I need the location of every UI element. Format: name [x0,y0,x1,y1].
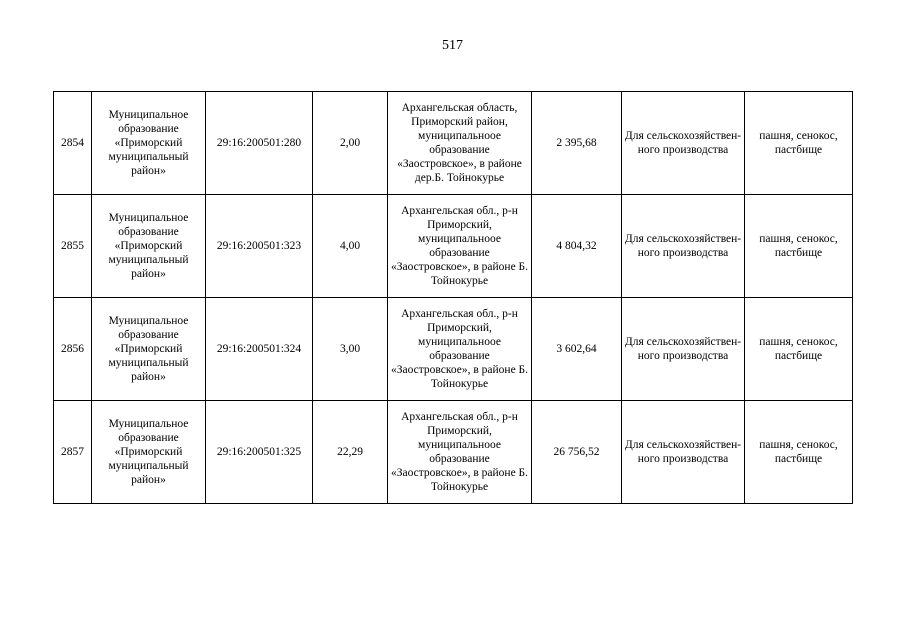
table-row [54,92,853,195]
location-cell: Архангельская обл., р-н Приморский, муниципальноое образование «Заостровское», в районе Б. Тойнокурье [388,195,532,298]
cadastral-cost-cell: 2 395,68 [532,92,622,195]
cadastral-cost-cell: 3 602,64 [532,298,622,401]
area-cell: 3,00 [313,298,388,401]
location-cell: Архангельская обл., р-н Приморский, муниципальноое образование «Заостровское», в районе Б. Тойнокурье [388,298,532,401]
land-category-cell: Для сельскохозяйствен-ного производства [622,298,745,401]
cadastral-number-cell: 29:16:200501:325 [206,401,313,504]
page-number: 517 [442,38,463,53]
location-cell: Архангельская область, Приморский район, муниципальноое образование «Заостровское», в районе дер.Б. Тойнокурье [388,92,532,195]
area-cell: 22,29 [313,401,388,504]
cadastral-number-cell: 29:16:200501:280 [206,92,313,195]
area-cell: 2,00 [313,92,388,195]
owner-cell: Муниципальное образование «Приморский муниципальный район» [92,195,206,298]
row-number-cell: 2856 [54,298,92,401]
row-number-cell: 2855 [54,195,92,298]
land-category-cell: Для сельскохозяйствен-ного производства [622,92,745,195]
land-category-cell: Для сельскохозяйствен-ного производства [622,195,745,298]
location-cell: Архангельская обл., р-н Приморский, муниципальноое образование «Заостровское», в районе Б. Тойнокурье [388,401,532,504]
owner-cell: Муниципальное образование «Приморский муниципальный район» [92,92,206,195]
permitted-use-cell: пашня, сенокос, пастбище [745,298,853,401]
area-cell: 4,00 [313,195,388,298]
land-category-cell: Для сельскохозяйствен-ного производства [622,401,745,504]
owner-cell: Муниципальное образование «Приморский муниципальный район» [92,298,206,401]
row-number-cell: 2854 [54,92,92,195]
table-row [54,298,853,401]
permitted-use-cell: пашня, сенокос, пастбище [745,195,853,298]
table-row [54,401,853,504]
cadastral-cost-cell: 4 804,32 [532,195,622,298]
cadastral-cost-cell: 26 756,52 [532,401,622,504]
cadastral-number-cell: 29:16:200501:323 [206,195,313,298]
permitted-use-cell: пашня, сенокос, пастбище [745,401,853,504]
table-row [54,195,853,298]
owner-cell: Муниципальное образование «Приморский муниципальный район» [92,401,206,504]
cadastral-number-cell: 29:16:200501:324 [206,298,313,401]
row-number-cell: 2857 [54,401,92,504]
land-plots-table [53,91,853,504]
permitted-use-cell: пашня, сенокос, пастбище [745,92,853,195]
